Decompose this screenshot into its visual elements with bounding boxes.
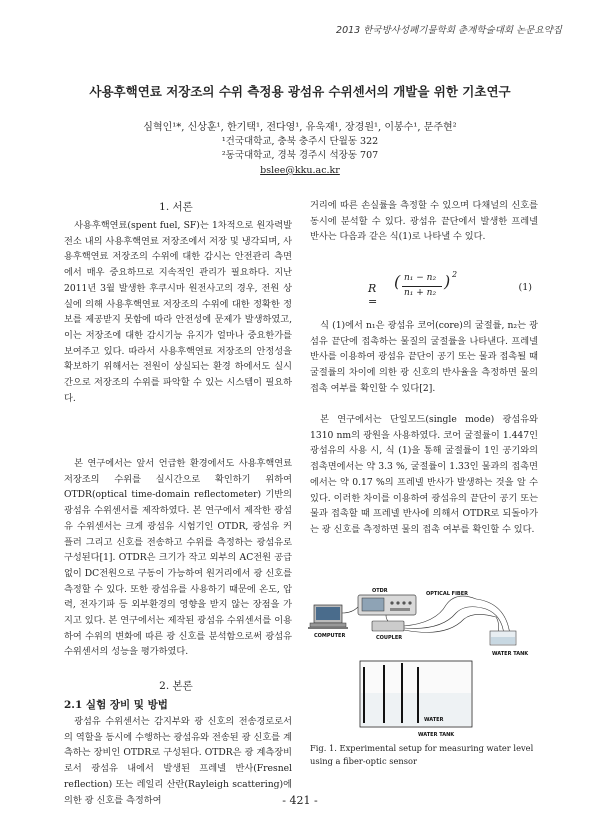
figure-1: [306, 583, 538, 741]
conference-header: 2013 한국방사성폐기물학회 춘계학술대회 논문요약집: [336, 25, 562, 36]
col2-paragraph-2: 식 (1)에서 n₁은 광섬유 코어(core)의 굴절률, n₂는 광섬유 끝단에 접촉하는 물질의 굴절률을 나타낸다. 프레넬 반사를 이용하여 광섬유 끝단이 공기 또는 물과 접촉될 때 굴절률의 차이에 의한 광 신호의 반사율을 측정하면 물의 접촉 여부를 확인할 수 있다[2].: [310, 320, 538, 394]
equation-number: (1): [518, 282, 532, 293]
label-otdr: OTDR: [372, 588, 388, 594]
affiliation-2: ²동국대학교, 경북 경주시 석장동 707: [221, 150, 379, 161]
author-list: 심혁인¹*, 신상훈¹, 한기택¹, 전다영¹, 유욱재¹, 장경원¹, 이봉수¹, 문주현²: [143, 122, 457, 133]
paper-title: 사용후핵연료 저장조의 수위 측정용 광섬유 수위센서의 개발을 위한 기초연구: [89, 84, 511, 99]
label-optical-fiber: OPTICAL FIBER: [426, 591, 469, 597]
computer-icon: [308, 605, 348, 629]
email-link[interactable]: bslee@kku.ac.kr: [260, 165, 340, 176]
section-heading-intro: 1. 서론: [159, 201, 193, 213]
experimental-setup-diagram: [306, 583, 538, 741]
label-coupler: COUPLER: [376, 635, 403, 641]
section-heading-body: 2. 본론: [159, 680, 193, 692]
body-paragraph-1: 광섬유 수위센서는 감지부와 광 신호의 전송경로로서의 역할을 동시에 수행하는 광섬유와 전송된 광 신호를 계측하는 장비인 OTDR로 구성된다. OTDR은 광 계측장비로서 광섬유 내에서 발생된 프레넬 반사(Fresnel reflection) 또는 레일리 산란(Rayleigh scattering)에 의한 광 신호를 측정하여: [64, 716, 292, 806]
small-water-tank: [490, 631, 516, 645]
intro-paragraph-1: 사용후핵연료(spent fuel, SF)는 1차적으로 원자력발전소 내의 사용후핵연료 저장조에서 저장 및 냉각되며, 사용후핵연료 저장조의 수위에 대한 감시는 안전관리 측면에서 매우 중요하므로 지속적인 관리가 필요하다. 지난 2011년 3월 발생한 후쿠시마 원전사고의 경우, 전원 상실에 의해 사용후핵연료 저장조의 수위에 대한 정확한 정보를 제공받지 못함에 따라 안전성에 문제가 발생하였고, 이는 저장조에 대한 감시기능 유지가 얼마나 중요한가를 보여주고 있다. 따라서 사용후핵연료 저장조의 안정성을 확보하기 위해서는 전원이 상실되는 환경 하에서도 실시간으로 저장조의 수위를 파악할 수 있는 시스템이 필요하다.: [64, 220, 292, 404]
otdr-device: [358, 595, 416, 615]
label-water-tank-top: WATER TANK: [492, 651, 529, 657]
affiliation-1: ¹건국대학교, 충북 충주시 단월동 322: [221, 136, 379, 147]
col2-paragraph-1: 거리에 따른 손실률을 측정할 수 있으며 다채널의 신호를 동시에 분석할 수 있다. 광섬유 끝단에서 발생한 프레넬 반사는 다음과 같은 식(1)로 나타낼 수 있다.: [310, 200, 538, 243]
label-computer: COMPUTER: [314, 633, 346, 639]
page-number: - 421 -: [282, 794, 318, 807]
intro-paragraph-2: 본 연구에서는 앞서 언급한 환경에서도 사용후핵연료 저장조의 수위를 실시간으로 확인하기 위하여 OTDR(optical time-domain reflectometer) 기반의 광섬유 수위센서를 제작하였다. 본 연구에서 제작한 광섬유 수위센서는 크게 광섬유 시험기인 OTDR, 광섬유 커플러 그리고 신호를 전송하고 수위를 측정하는 광섬유로 구성된다[1]. OTDR은 크기가 작고 외부의 AC전원 공급 없이 DC전원으로 구동이 가능하여 원거리에서 광 신호를 측정할 수 있다. 또한 광섬유를 사용하기 때문에 온도, 압력, 전자기파 등 외부환경의 영향을 받지 않는 장점을 가지고 있다. 본 연구에서는 제작된 광섬유 수위센서를 이용하여 수위의 변화에 따른 광 신호를 분석함으로써 광섬유 수위센서의 성능을 평가하였다.: [64, 458, 292, 658]
large-water-tank: [360, 661, 472, 727]
col2-paragraph-3: 본 연구에서는 단일모드(single mode) 광섬유와 1310 nm의 광원을 사용하였다. 코어 굴절률이 1.447인 광섬유의 사용 시, 식 (1)을 통해 굴절률이 1인 공기와의 접촉면에서는 약 3.3 %, 굴절률이 1.33인 물과의 접촉면에서는 약 0.17 %의 프레넬 반사가 발생하는 것을 알 수 있다. 이러한 차이를 이용하여 광섬유의 끝단이 공기 또는 물과 접촉할 때 프레넬 반사에 의해서 OTDR로 되돌아가는 광 신호를 측정하면 물의 접촉 여부를 확인할 수 있다.: [310, 414, 538, 535]
figure-caption: Fig. 1. Experimental setup for measuring water level using a fiber-optic sensor: [310, 743, 534, 766]
label-water: WATER: [424, 717, 444, 723]
equation-block: R = ( n₁ − n₂ n₁ + n₂ ) 2 (1): [368, 270, 532, 308]
label-water-tank-bottom: WATER TANK: [418, 732, 455, 738]
subsection-heading: 2.1 실험 장비 및 방법: [64, 699, 168, 711]
coupler-icon: [372, 621, 404, 631]
